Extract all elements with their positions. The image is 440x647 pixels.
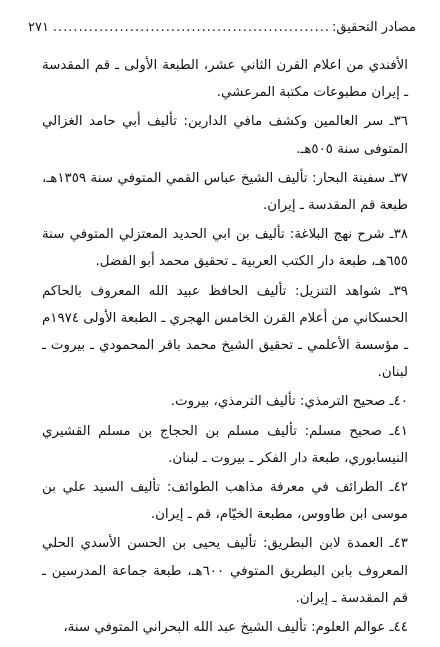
page-number: ٢٧١	[28, 20, 49, 35]
continued-entry: الأفندي من اعلام القرن الثاني عشر، الطبعة الأولى ـ قم المقدسة ـ إيران مطبوعات مكتبة المرعشي.	[42, 58, 408, 101]
bibliography-entry-36: ٣٦ـ سر العالمين وكشف مافي الدارين: تأليف أبي حامد الغزالي المتوفى سنة ٥٠٥هـ.	[42, 114, 408, 157]
bibliography-entry-37: ٣٧ـ سفينة البحار: تأليف الشيخ عباس القمي المتوفي سنة ١٣٥٩هـ، طبعة قم المقدسة ـ إيران.	[42, 170, 408, 214]
running-head-title: مصادر التحقيق:	[331, 20, 416, 35]
bibliography-entry-40: ٤٠ـ صحيح الترمذي: تأليف الترمذي، بيروت.	[170, 394, 408, 410]
bibliography-entry-43: ٤٣ـ العمدة لابن البطريق: تأليف يحيى بن الحسن الأسدي الحلي المعروف بابن البطريق المتوفي ٦٠٠هـ، طبعة جماعة المدرسين ـ قم المقدسة ـ إيران.	[42, 536, 408, 606]
leader-dots	[51, 20, 330, 35]
bibliography-entry-39: ٣٩ـ شواهد التنزيل: تأليف الحافظ عبيد الله المعروف بالحاكم الحسكاني من أعلام القرن الخامس الهجري ـ الطبعة الأولى ١٩٧٤م ـ مؤسسة الأعلمي ـ تحقيق الشيخ محمد باقر المحمودي ـ بيروت ـ لبنان.	[42, 283, 408, 381]
bibliography-entry-41: ٤١ـ صحيح مسلم: تأليف مسلم بن الحجاج بن مسلم القشيري النيسابوري، طبعة دار الفكر ـ بيروت ـ لبنان.	[42, 423, 408, 466]
running-head	[28, 20, 416, 40]
bibliography-entry-44: ٤٤ـ عوالم العلوم: تأليف الشيخ عبد الله البحراني المتوفي سنة،	[63, 620, 408, 636]
bibliography-entry-38: ٣٨ـ شرح نهج البلاغة: تأليف بن ابي الحديد المعتزلي المتوفي سنة ٦٥٥هـ، طبعة دار الكتب العربية ـ تحقيق محمد أبو الفضل.	[42, 227, 408, 270]
bibliography-list	[42, 52, 408, 643]
bibliography-entry-42: ٤٢ـ الطرائف في معرفة مذاهب الطوائف: تأليف السيد علي بن موسى ابن طاووس، مطبعة الخيّام، قم ـ إيران.	[42, 480, 408, 523]
